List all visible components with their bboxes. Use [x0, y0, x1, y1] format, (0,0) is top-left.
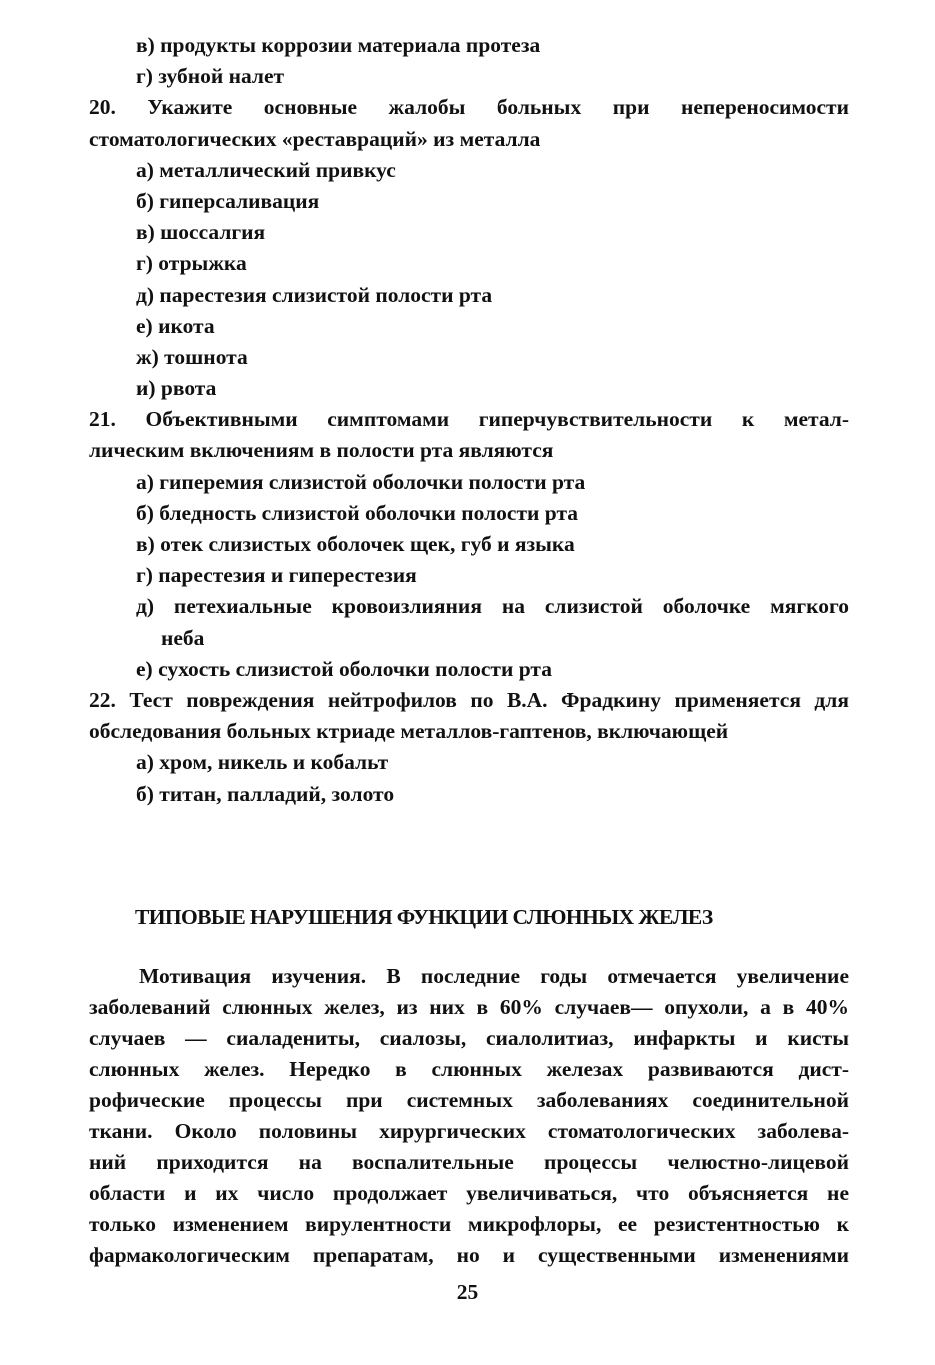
option-line: в) продукты коррозии материала протеза [136, 33, 541, 57]
paragraph-line: только изменением вирулентности микрофлоры, ее резистентностью к [89, 1211, 849, 1236]
paragraph-line: случаев — сиаладениты, сиалозы, сиалолитиаз, инфаркты и кисты [89, 1025, 849, 1050]
question-22-line-2: обследования больных ктриаде металлов-гаптенов, включающей [89, 719, 729, 744]
option-line: б) бледность слизистой оболочки полости рта [136, 500, 579, 525]
motivation-paragraph [89, 961, 849, 1271]
option-line: а) металлический привкус [136, 157, 396, 182]
option-line: ж) тошнота [136, 344, 248, 369]
paragraph-line: Мотивация изучения. В последние годы отмечается увеличение [139, 963, 849, 988]
option-line-continuation: неба [161, 625, 205, 650]
option-line: а) хром, никель и кобальт [136, 750, 389, 775]
option-line: в) шоссалгия [136, 220, 266, 245]
option-line: д) петехиальные кровоизлияния на слизистой оболочке мягкого [136, 594, 849, 619]
paragraph-line: фармакологическим препаратам, но и существенными изменениями [89, 1242, 849, 1267]
option-line: а) гиперемия слизистой оболочки полости рта [136, 469, 586, 494]
option-line: б) титан, палладий, золото [136, 781, 395, 806]
option-line: б) гиперсаливация [136, 188, 320, 213]
option-line: г) отрыжка [136, 251, 247, 276]
paragraph-line: заболеваний слюнных желез, из них в 60% случаев— опухоли, а в 40% [89, 994, 849, 1019]
option-line: в) отек слизистых оболочек щек, губ и языка [136, 532, 575, 556]
paragraph-line: рофические процессы при системных заболеваниях соединительной [89, 1087, 849, 1112]
paragraph-line: ткани. Около половины хирургических стоматологических заболева- [89, 1118, 849, 1143]
paragraph-line: области и их число продолжает увеличиваться, что объясняется не [89, 1180, 849, 1205]
question-22-line-1: 22. Тест повреждения нейтрофилов по В.А. Фрадкину применяется для [89, 687, 849, 712]
option-line: г) парестезия и гиперестезия [136, 563, 417, 588]
option-line: г) зубной налет [136, 64, 285, 89]
question-21-line-1: 21. Объективными симптомами гиперчувствительности к метал- [89, 407, 849, 432]
question-20-line-1: 20. Укажите основные жалобы больных при непереносимости [89, 95, 849, 120]
page-number: 25 [456, 1280, 479, 1304]
option-line: д) парестезия слизистой полости рта [136, 282, 493, 307]
section-title: ТИПОВЫЕ НАРУШЕНИЯ ФУНКЦИИ СЛЮННЫХ ЖЕЛЕЗ [135, 904, 713, 929]
option-line: е) икота [136, 313, 215, 338]
paragraph-line: ний приходится на воспалительные процессы челюстно-лицевой [89, 1149, 849, 1174]
option-line: е) сухость слизистой оболочки полости рта [136, 656, 552, 681]
option-line: и) рвота [136, 376, 217, 401]
paragraph-line: слюнных желез. Нередко в слюнных железах развиваются дист- [89, 1056, 849, 1081]
question-20-line-2: стоматологических «реставраций» из металла [89, 126, 541, 151]
question-21-line-2: лическим включениям в полости рта являются [89, 438, 554, 463]
